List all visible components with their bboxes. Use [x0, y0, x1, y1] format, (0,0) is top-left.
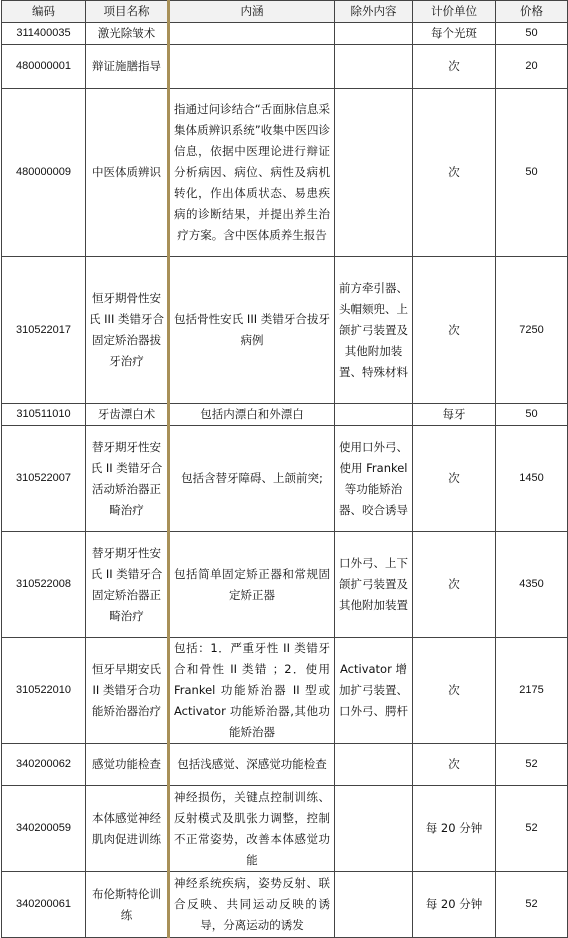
cell-price: 20 [496, 45, 568, 89]
table-row [2, 23, 568, 45]
cell-name: 感觉功能检查 [86, 744, 169, 786]
cell-code: 310522017 [2, 257, 86, 404]
cell-price: 52 [496, 872, 568, 938]
cell-name: 恒牙早期安氏 II 类错牙合功能矫治器治疗 [86, 638, 169, 744]
cell-unit: 每 20 分钟 [413, 872, 496, 938]
cell-unit: 次 [413, 638, 496, 744]
table-row [2, 744, 568, 786]
cell-price: 50 [496, 89, 568, 257]
cell-name: 恒牙期骨性安氏 III 类错牙合固定矫治器拔牙治疗 [86, 257, 169, 404]
cell-content: 包括骨性安氏 III 类错牙合拔牙病例 [169, 257, 335, 404]
cell-name: 牙齿漂白术 [86, 404, 169, 426]
cell-unit: 次 [413, 426, 496, 532]
cell-price: 1450 [496, 426, 568, 532]
cell-exclusion: 使用口外弓、使用 Frankel 等功能矫治器、咬合诱导 [335, 426, 413, 532]
cell-name: 替牙期牙性安氏 II 类错牙合活动矫治器正畸治疗 [86, 426, 169, 532]
cell-code: 311400035 [2, 23, 86, 45]
table-row [2, 426, 568, 532]
table-row [2, 638, 568, 744]
cell-price: 52 [496, 744, 568, 786]
cell-unit: 次 [413, 744, 496, 786]
cell-content: 包括含替牙障碍、上颌前突; [169, 426, 335, 532]
cell-name: 本体感觉神经肌肉促进训练 [86, 786, 169, 872]
cell-exclusion: Activator 增加扩弓装置、口外弓、腭杆 [335, 638, 413, 744]
table-row [2, 872, 568, 938]
header-content: 内涵 [169, 1, 335, 23]
cell-price: 50 [496, 404, 568, 426]
cell-code: 480000001 [2, 45, 86, 89]
cell-exclusion [335, 786, 413, 872]
cell-content: 指通过问诊结合“舌面脉信息采集体质辨识系统”收集中医四诊信息，依据中医理论进行辩证分析病因、病位、病性及病机转化，作出体质状态、易患疾病的诊断结果，并提出养生治疗方案。含中医体质养生报告 [169, 89, 335, 257]
cell-name: 中医体质辨识 [86, 89, 169, 257]
cell-exclusion [335, 45, 413, 89]
cell-name: 布伦斯特伦训练 [86, 872, 169, 938]
cell-name: 激光除皱术 [86, 23, 169, 45]
cell-code: 310522010 [2, 638, 86, 744]
cell-price: 52 [496, 786, 568, 872]
cell-content [169, 23, 335, 45]
cell-unit: 次 [413, 532, 496, 638]
table-row [2, 89, 568, 257]
table-row [2, 257, 568, 404]
cell-content [169, 45, 335, 89]
header-price: 价格 [496, 1, 568, 23]
cell-exclusion [335, 872, 413, 938]
table-row [2, 45, 568, 89]
cell-content: 包括浅感觉、深感觉功能检查 [169, 744, 335, 786]
cell-price: 50 [496, 23, 568, 45]
cell-content: 包括简单固定矫正器和常规固定矫正器 [169, 532, 335, 638]
header-exclusion: 除外内容 [335, 1, 413, 23]
cell-unit: 每个光斑 [413, 23, 496, 45]
price-table [1, 0, 568, 938]
table-row [2, 786, 568, 872]
cell-code: 310522008 [2, 532, 86, 638]
cell-exclusion: 口外弓、上下颌扩弓装置及其他附加装置 [335, 532, 413, 638]
header-code: 编码 [2, 1, 86, 23]
cell-unit: 次 [413, 257, 496, 404]
cell-content: 神经系统疾病，姿势反射、联合反映、共同运动反映的诱导，分离运动的诱发 [169, 872, 335, 938]
cell-unit: 每 20 分钟 [413, 786, 496, 872]
cell-code: 310522007 [2, 426, 86, 532]
cell-price: 2175 [496, 638, 568, 744]
header-name: 项目名称 [86, 1, 169, 23]
cell-code: 340200059 [2, 786, 86, 872]
cell-content: 包括内漂白和外漂白 [169, 404, 335, 426]
cell-exclusion [335, 744, 413, 786]
cell-exclusion [335, 23, 413, 45]
cell-code: 340200062 [2, 744, 86, 786]
header-unit: 计价单位 [413, 1, 496, 23]
cell-exclusion [335, 404, 413, 426]
cell-price: 4350 [496, 532, 568, 638]
table-row [2, 532, 568, 638]
cell-price: 7250 [496, 257, 568, 404]
table-row [2, 404, 568, 426]
cell-code: 310511010 [2, 404, 86, 426]
cell-content: 包括：1．严重牙性 II 类错牙合和骨性 II 类错 ；2．使用 Frankel 功能矫治器 II 型或 Activator 功能矫治器,其他功能矫治器 [169, 638, 335, 744]
cell-name: 辩证施膳指导 [86, 45, 169, 89]
cell-exclusion: 前方牵引器、头帽颏兜、上颌扩弓装置及其他附加装置、特殊材料 [335, 257, 413, 404]
cell-name: 替牙期牙性安氏 II 类错牙合固定矫治器正畸治疗 [86, 532, 169, 638]
cell-code: 340200061 [2, 872, 86, 938]
cell-code: 480000009 [2, 89, 86, 257]
cell-unit: 次 [413, 45, 496, 89]
cell-unit: 每牙 [413, 404, 496, 426]
header-row [2, 1, 568, 23]
cell-exclusion [335, 89, 413, 257]
cell-content: 神经损伤，关键点控制训练、反射模式及肌张力调整，控制不正常姿势，改善本体感觉功能 [169, 786, 335, 872]
cell-unit: 次 [413, 89, 496, 257]
